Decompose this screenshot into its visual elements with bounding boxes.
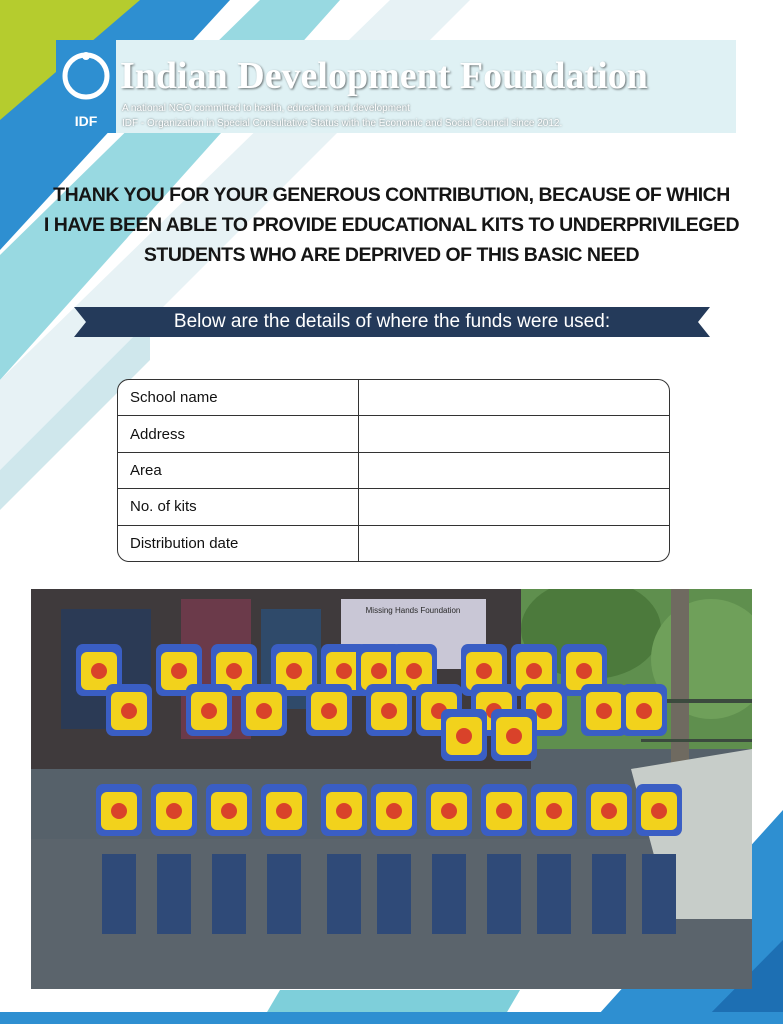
student-figure: [592, 854, 626, 934]
student-figure: [487, 854, 521, 934]
logo-emblem-icon: [56, 40, 116, 110]
school-bag-emblem: [321, 703, 337, 719]
table-row: [118, 416, 669, 452]
school-name-label: School name: [118, 380, 359, 416]
student-figure: [327, 854, 361, 934]
logo-text: IDF: [74, 113, 98, 129]
school-bag-emblem: [171, 663, 187, 679]
school-bag-emblem: [476, 663, 492, 679]
school-bag-emblem: [386, 803, 402, 819]
school-bag-emblem: [441, 803, 457, 819]
student-figure: [102, 854, 136, 934]
school-bag-emblem: [286, 663, 302, 679]
school-bag-emblem: [406, 663, 422, 679]
student-figure: [212, 854, 246, 934]
school-bag-emblem: [456, 728, 472, 744]
school-bag-emblem: [596, 703, 612, 719]
school-name-value: [359, 380, 670, 416]
school-bag-emblem: [166, 803, 182, 819]
school-bag-emblem: [496, 803, 512, 819]
school-bag-emblem: [91, 663, 107, 679]
thank-you-line-1: THANK YOU FOR YOUR GENEROUS CONTRIBUTION, BECAUSE OF WHICH: [53, 184, 730, 206]
school-bag-emblem: [226, 663, 242, 679]
area-label: Area: [118, 452, 359, 488]
details-table: [117, 379, 670, 562]
students-photo: [31, 589, 752, 989]
school-bag-emblem: [651, 803, 667, 819]
school-bag-emblem: [256, 703, 272, 719]
school-bag-emblem: [201, 703, 217, 719]
school-bag-emblem: [576, 663, 592, 679]
kits-count-value: [359, 489, 670, 525]
school-bag-emblem: [121, 703, 137, 719]
org-tagline: A national NGO committed to health, education and development: [122, 103, 410, 114]
photo-banner-text: Missing Hands Foundation: [365, 606, 461, 615]
distribution-date-label: Distribution date: [118, 525, 359, 561]
school-bag-emblem: [636, 703, 652, 719]
thank-you-line-2: I HAVE BEEN ABLE TO PROVIDE EDUCATIONAL KITS TO UNDERPRIVILEGED: [43, 214, 740, 236]
area-value: [359, 452, 670, 488]
table-row: [118, 452, 669, 488]
kits-count-label: No. of kits: [118, 489, 359, 525]
table-row: [118, 380, 669, 416]
org-name: Indian Development Foundation: [120, 55, 648, 97]
school-bag-emblem: [526, 663, 542, 679]
student-figure: [157, 854, 191, 934]
org-status: IDF - Organization in Special Consultative Status with the Economic and Social Council since 2012.: [122, 118, 563, 129]
distribution-date-value: [359, 525, 670, 561]
school-bag-emblem: [506, 728, 522, 744]
school-bag-emblem: [221, 803, 237, 819]
thank-you-line-3: STUDENTS WHO ARE DEPRIVED OF THIS BASIC NEED: [143, 244, 640, 266]
school-bag-emblem: [546, 803, 562, 819]
address-label: Address: [118, 416, 359, 452]
school-bag-emblem: [336, 803, 352, 819]
student-figure: [537, 854, 571, 934]
school-bag-emblem: [111, 803, 127, 819]
student-figure: [642, 854, 676, 934]
table-row: [118, 489, 669, 525]
school-bag-emblem: [336, 663, 352, 679]
student-figure: [267, 854, 301, 934]
idf-logo: [56, 40, 116, 133]
student-figure: [377, 854, 411, 934]
school-bag-emblem: [381, 703, 397, 719]
thank-you-message: [40, 180, 743, 270]
address-value: [359, 416, 670, 452]
school-bag-emblem: [601, 803, 617, 819]
table-row: [118, 525, 669, 561]
school-bag-emblem: [276, 803, 292, 819]
student-figure: [432, 854, 466, 934]
school-bag-emblem: [536, 703, 552, 719]
ribbon-text: Below are the details of where the funds were used:: [173, 311, 611, 332]
school-bag-emblem: [371, 663, 387, 679]
